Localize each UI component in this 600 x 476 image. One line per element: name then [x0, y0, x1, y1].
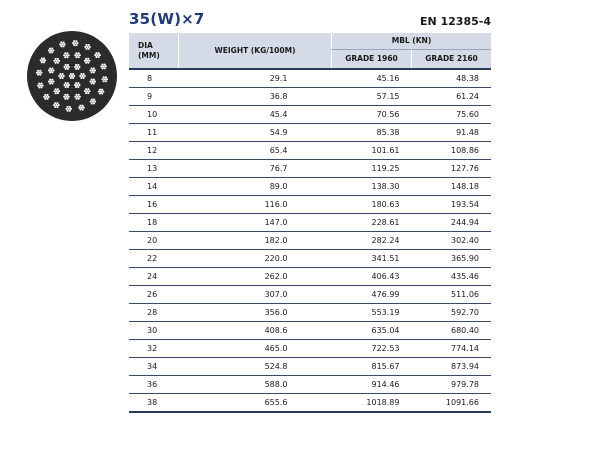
- grade-1960-cell: 228.61: [332, 214, 412, 232]
- table-row: [129, 304, 491, 322]
- weight-cell: 36.8: [179, 88, 332, 106]
- grade-1960-cell: 70.56: [332, 106, 412, 124]
- table-row: [129, 322, 491, 340]
- weight-cell: 408.6: [179, 322, 332, 340]
- table-row: [129, 286, 491, 304]
- grade-1960-cell: 119.25: [332, 160, 412, 178]
- weight-cell: 524.8: [179, 358, 332, 376]
- dia-cell: 10: [129, 106, 179, 124]
- grade-1960-cell: 282.24: [332, 232, 412, 250]
- weight-cell: 220.0: [179, 250, 332, 268]
- dia-cell: 11: [129, 124, 179, 142]
- table-row: [129, 394, 491, 413]
- table-row: [129, 196, 491, 214]
- spec-table-body: [129, 69, 491, 412]
- table-row: [129, 214, 491, 232]
- table-row: [129, 106, 491, 124]
- table-row: [129, 340, 491, 358]
- grade-2160-cell: 193.54: [412, 196, 492, 214]
- weight-cell: 465.0: [179, 340, 332, 358]
- dia-cell: 18: [129, 214, 179, 232]
- grade-1960-cell: 85.38: [332, 124, 412, 142]
- grade-2160-cell: 48.38: [412, 69, 492, 88]
- weight-cell: 262.0: [179, 268, 332, 286]
- dia-cell: 24: [129, 268, 179, 286]
- dia-cell: 16: [129, 196, 179, 214]
- dia-cell: 22: [129, 250, 179, 268]
- grade-1960-cell: 101.61: [332, 142, 412, 160]
- header-dia-line1: DIA: [138, 40, 153, 50]
- weight-cell: 45.4: [179, 106, 332, 124]
- weight-cell: 29.1: [179, 69, 332, 88]
- dia-cell: 28: [129, 304, 179, 322]
- table-row: [129, 178, 491, 196]
- grade-2160-cell: 61.24: [412, 88, 492, 106]
- weight-cell: 147.0: [179, 214, 332, 232]
- dia-cell: 38: [129, 394, 179, 413]
- grade-2160-cell: 435.46: [412, 268, 492, 286]
- weight-cell: 89.0: [179, 178, 332, 196]
- grade-1960-cell: 914.46: [332, 376, 412, 394]
- grade-2160-cell: 244.94: [412, 214, 492, 232]
- weight-cell: 356.0: [179, 304, 332, 322]
- grade-1960-cell: 1018.89: [332, 394, 412, 413]
- header-dia: [129, 33, 179, 69]
- table-row: [129, 160, 491, 178]
- dia-cell: 36: [129, 376, 179, 394]
- header-grade-2160: GRADE 2160: [412, 50, 492, 70]
- standard-label: EN 12385-4: [419, 15, 491, 28]
- grade-2160-cell: 75.60: [412, 106, 492, 124]
- grade-1960-cell: 138.30: [332, 178, 412, 196]
- header-grade-1960: GRADE 1960: [332, 50, 412, 70]
- table-row: [129, 250, 491, 268]
- table-row: [129, 88, 491, 106]
- grade-2160-cell: 1091.66: [412, 394, 492, 413]
- weight-cell: 116.0: [179, 196, 332, 214]
- spec-table-header: [129, 33, 491, 69]
- dia-cell: 8: [129, 69, 179, 88]
- grade-1960-cell: 635.04: [332, 322, 412, 340]
- table-row: [129, 358, 491, 376]
- grade-1960-cell: 341.51: [332, 250, 412, 268]
- dia-cell: 9: [129, 88, 179, 106]
- header-weight: WEIGHT (KG/100M): [179, 33, 332, 69]
- grade-1960-cell: 45.16: [332, 69, 412, 88]
- grade-1960-cell: 406.43: [332, 268, 412, 286]
- grade-1960-cell: 815.67: [332, 358, 412, 376]
- grade-1960-cell: 57.15: [332, 88, 412, 106]
- weight-cell: 65.4: [179, 142, 332, 160]
- product-title: 35(W)×7: [129, 10, 205, 28]
- grade-1960-cell: 476.99: [332, 286, 412, 304]
- grade-2160-cell: 680.40: [412, 322, 492, 340]
- weight-cell: 54.9: [179, 124, 332, 142]
- table-row: [129, 268, 491, 286]
- grade-2160-cell: 127.76: [412, 160, 492, 178]
- grade-2160-cell: 302.40: [412, 232, 492, 250]
- dia-cell: 34: [129, 358, 179, 376]
- table-row: [129, 142, 491, 160]
- grade-2160-cell: 148.18: [412, 178, 492, 196]
- grade-1960-cell: 180.63: [332, 196, 412, 214]
- grade-2160-cell: 979.78: [412, 376, 492, 394]
- weight-cell: 307.0: [179, 286, 332, 304]
- grade-1960-cell: 553.19: [332, 304, 412, 322]
- dia-cell: 20: [129, 232, 179, 250]
- weight-cell: 182.0: [179, 232, 332, 250]
- header-mbl: MBL (KN): [332, 33, 492, 50]
- weight-cell: 588.0: [179, 376, 332, 394]
- dia-cell: 13: [129, 160, 179, 178]
- dia-cell: 26: [129, 286, 179, 304]
- grade-2160-cell: 365.90: [412, 250, 492, 268]
- wire-rope-cross-section-icon: [26, 30, 118, 122]
- grade-1960-cell: 722.53: [332, 340, 412, 358]
- dia-cell: 12: [129, 142, 179, 160]
- table-row: [129, 376, 491, 394]
- grade-2160-cell: 592.70: [412, 304, 492, 322]
- grade-2160-cell: 774.14: [412, 340, 492, 358]
- table-row: [129, 124, 491, 142]
- grade-2160-cell: 108.86: [412, 142, 492, 160]
- weight-cell: 655.6: [179, 394, 332, 413]
- weight-cell: 76.7: [179, 160, 332, 178]
- header-dia-line2: (MM): [138, 50, 160, 60]
- dia-cell: 30: [129, 322, 179, 340]
- grade-2160-cell: 873.94: [412, 358, 492, 376]
- grade-2160-cell: 511.06: [412, 286, 492, 304]
- grade-2160-cell: 91.48: [412, 124, 492, 142]
- table-row: [129, 232, 491, 250]
- table-row: [129, 69, 491, 88]
- dia-cell: 32: [129, 340, 179, 358]
- dia-cell: 14: [129, 178, 179, 196]
- spec-table: [129, 33, 491, 413]
